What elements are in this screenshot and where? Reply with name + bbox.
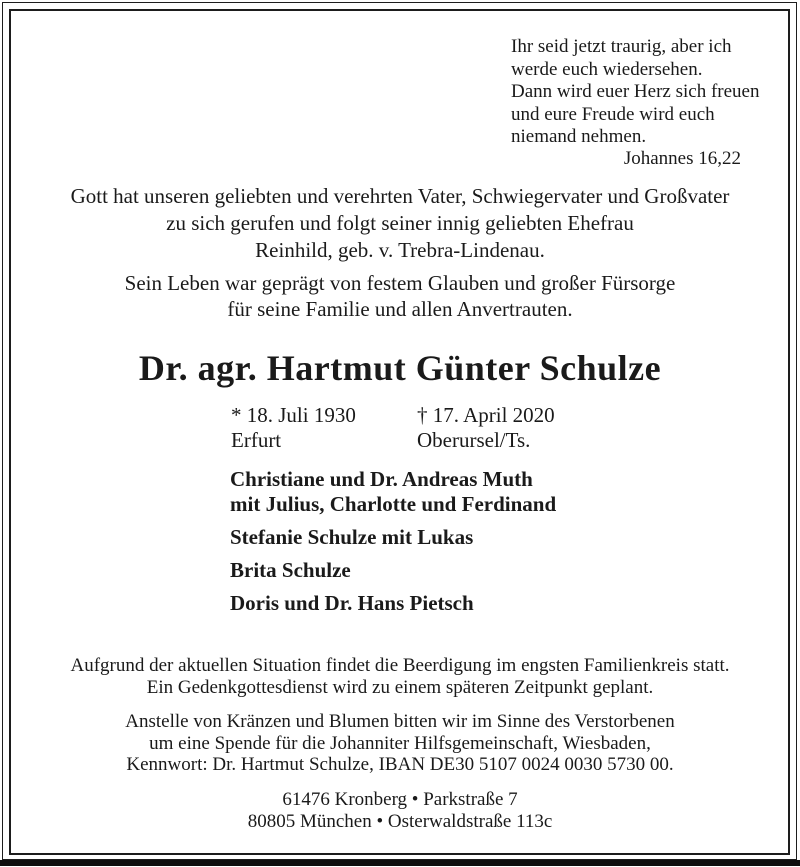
intro-paragraph-2 [0, 270, 800, 322]
bottom-divider-bar [0, 860, 800, 866]
family-line: Christiane und Dr. Andreas Muth [230, 467, 533, 491]
donation-line: Anstelle von Kränzen und Blumen bitten wir im Sinne des Verstorbenen [125, 711, 675, 732]
birth-info [231, 403, 417, 453]
death-date: 17. April 2020 [432, 403, 555, 427]
birth-date: 18. Juli 1930 [246, 403, 356, 427]
funeral-line: Ein Gedenkgottesdienst wird zu einem späteren Zeitpunkt geplant. [146, 677, 654, 698]
funeral-line: Aufgrund der aktuellen Situation findet die Beerdigung im engsten Familienkreis statt. [70, 655, 730, 676]
quote-line: werde euch wiedersehen. [511, 58, 703, 80]
family-group [230, 558, 556, 583]
family-group [230, 591, 556, 616]
died-symbol: † [417, 403, 428, 427]
address-line: 61476 Kronberg • Parkstraße 7 [282, 789, 518, 810]
family-group [230, 467, 556, 517]
donation-line: um eine Spende für die Johanniter Hilfsgemeinschaft, Wiesbaden, [149, 732, 651, 754]
intro-line: für seine Familie und allen Anvertrauten. [227, 297, 573, 321]
quote-attribution: Johannes 16,22 [623, 147, 741, 169]
birth-date-line [231, 403, 417, 428]
mourning-family-list [230, 467, 556, 616]
address-line: 80805 München • Osterwaldstraße 113c [247, 811, 553, 832]
quote-line: und eure Freude wird euch [511, 103, 715, 125]
quote-line: Ihr seid jetzt traurig, aber ich [511, 36, 732, 57]
death-info [417, 403, 555, 453]
born-symbol: * [231, 403, 242, 427]
death-place: Oberursel/Ts. [417, 428, 531, 452]
intro-line: Sein Leben war geprägt von festem Glauben und großer Fürsorge [124, 271, 676, 295]
family-line: Doris und Dr. Hans Pietsch [230, 591, 474, 615]
deceased-name: Dr. agr. Hartmut Günter Schulze [138, 348, 662, 388]
bible-quote [511, 36, 771, 170]
donation-line: Kennwort: Dr. Hartmut Schulze, IBAN DE30 5107 0024 0030 5730 00. [126, 754, 674, 775]
intro-text [0, 183, 800, 322]
funeral-notice [0, 655, 800, 699]
quote-line: Dann wird euer Herz sich freuen [511, 81, 760, 102]
life-dates [231, 403, 555, 453]
address-list [0, 789, 800, 833]
family-line: Brita Schulze [230, 558, 351, 582]
family-line: mit Julius, Charlotte und Ferdinand [230, 492, 557, 516]
donation-request [0, 711, 800, 776]
family-group [230, 525, 556, 550]
intro-line: Gott hat unseren geliebten und verehrten Vater, Schwiegervater und Großvater [70, 184, 730, 208]
quote-line: niemand nehmen. [511, 126, 647, 147]
death-date-line [417, 403, 555, 428]
intro-line: Reinhild, geb. v. Trebra-Lindenau. [255, 238, 545, 262]
birth-place: Erfurt [231, 428, 282, 452]
intro-line: zu sich gerufen und folgt seiner innig geliebten Ehefrau [166, 211, 634, 235]
family-line: Stefanie Schulze mit Lukas [230, 525, 474, 549]
intro-paragraph-1 [0, 183, 800, 264]
